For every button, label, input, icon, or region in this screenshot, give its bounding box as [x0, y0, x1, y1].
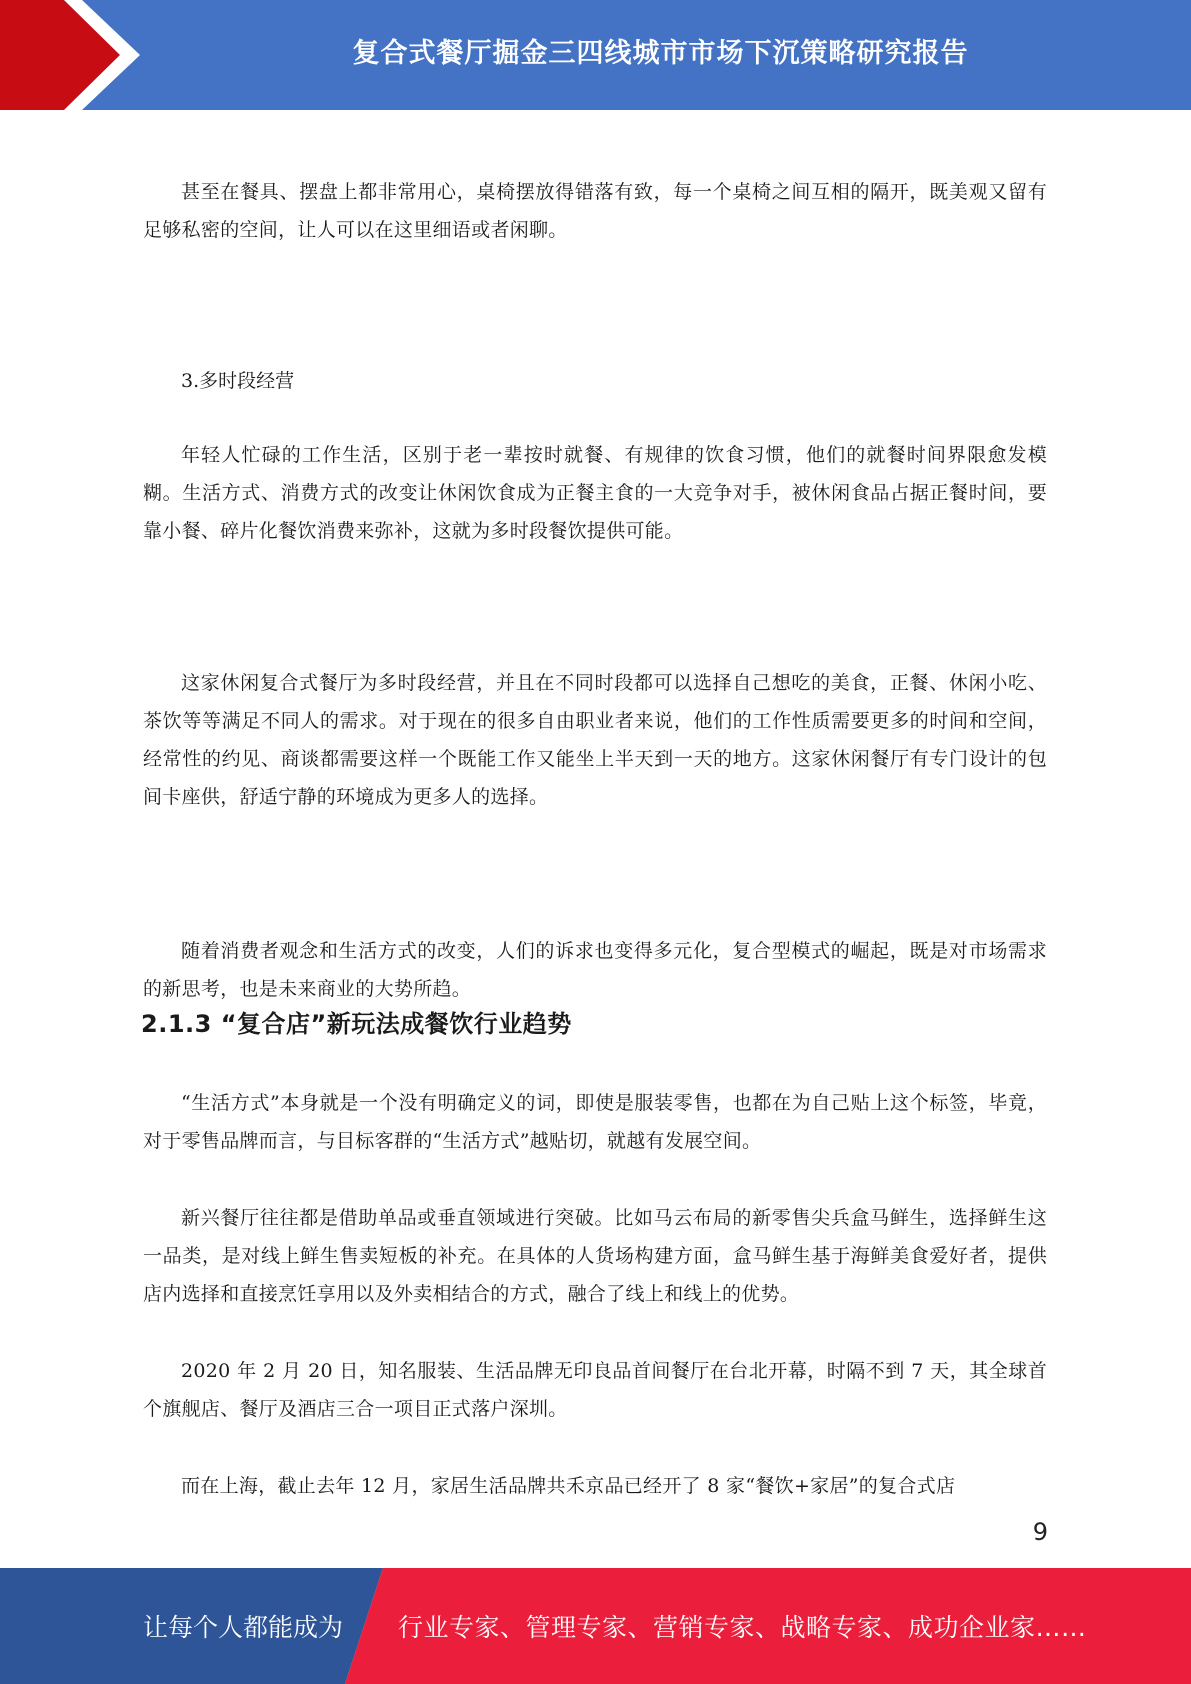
paragraph-young-people: 年轻人忙碌的工作生活，区别于老一辈按时就餐、有规律的饮食习惯，他们的就餐时间界限愈发模糊。生活方式、消费方式的改变让休闲饮食成为正餐主食的一大竞争对手，被休闲食品占据正餐时间，要靠小餐、碎片化餐饮消费来弥补，这就为多时段餐饮提供可能。: [143, 444, 1047, 542]
page-header: [0, 0, 1191, 110]
subheading-multi-period: 3.多时段经营: [181, 370, 295, 392]
paragraph-lifestyle: “生活方式”本身就是一个没有明确定义的词，即使是服装零售，也都在为自己贴上这个标签，毕竟，对于零售品牌而言，与目标客群的“生活方式”越贴切，就越有发展空间。: [143, 1092, 1047, 1152]
paragraph-consumer-change: 随着消费者观念和生活方式的改变，人们的诉求也变得多元化，复合型模式的崛起，既是对市场需求的新思考，也是未来商业的大势所趋。: [143, 940, 1047, 1000]
page-number: 9: [1032, 1518, 1048, 1546]
header-chevron-icon: [0, 0, 160, 110]
footer-slogan-right: 行业专家、管理专家、营销专家、战略专家、成功企业家……: [398, 1613, 1087, 1642]
footer-slogan-left: 让每个人都能成为: [143, 1613, 344, 1642]
page-footer: [0, 1568, 1191, 1684]
header-title: 复合式餐厅掘金三四线城市市场下沉策略研究报告: [352, 37, 969, 69]
paragraph-tableware: 甚至在餐具、摆盘上都非常用心，桌椅摆放得错落有致，每一个桌椅之间互相的隔开，既美观又留有足够私密的空间，让人可以在这里细语或者闲聊。: [143, 181, 1047, 241]
paragraph-muji: 2020 年 2 月 20 日，知名服装、生活品牌无印良品首间餐厅在台北开幕，时隔不到 7 天，其全球首个旗舰店、餐厅及酒店三合一项目正式落户深圳。: [143, 1360, 1047, 1420]
section-heading: 2.1.3 “复合店”新玩法成餐饮行业趋势: [141, 1010, 572, 1038]
paragraph-casual-restaurant: 这家休闲复合式餐厅为多时段经营，并且在不同时段都可以选择自己想吃的美食，正餐、休闲小吃、茶饮等等满足不同人的需求。对于现在的很多自由职业者来说，他们的工作性质需要更多的时间和空间，经常性的约见、商谈都需要这样一个既能工作又能坐上半天到一天的地方。这家休闲餐厅有专门设计的包间卡座供，舒适宁静的环境成为更多人的选择。: [143, 672, 1047, 808]
paragraph-shanghai: 而在上海，截止去年 12 月，家居生活品牌共禾京品已经开了 8 家“餐饮+家居”的复合式店: [181, 1475, 956, 1497]
paragraph-hema: 新兴餐厅往往都是借助单品或垂直领域进行突破。比如马云布局的新零售尖兵盒马鲜生，选择鲜生这一品类，是对线上鲜生售卖短板的补充。在具体的人货场构建方面，盒马鲜生基于海鲜美食爱好者，提供店内选择和直接烹饪享用以及外卖相结合的方式，融合了线上和线上的优势。: [143, 1207, 1047, 1305]
